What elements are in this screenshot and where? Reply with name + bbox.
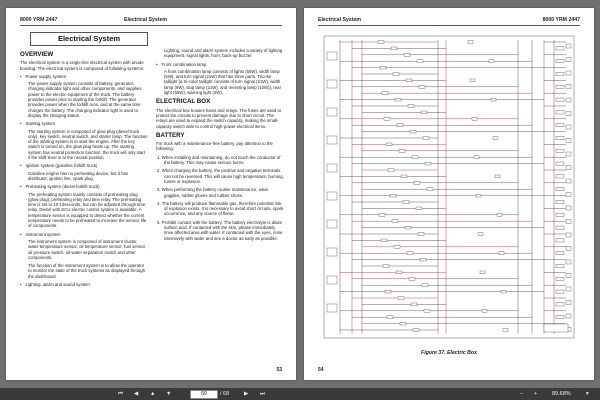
instrument-text-2: The function of the instrument system is to allow the operator to monitor the state of the truck systems as displayed through the dashboard. (28, 263, 146, 279)
page-number: 54 (318, 367, 324, 373)
battery-item-5: 5. Prohibit contact with the battery. The battery electrolyte is dilute sulfuric acid. If contacted with the skin, please immediately rinse affected area with water. If contacted with the eyes, rinse intensively with water and see a doctor as early as possible. (157, 219, 283, 241)
zoom-in-icon[interactable]: + (534, 391, 538, 397)
page-number-input[interactable]: 59 (190, 390, 218, 399)
zoom-out-icon[interactable]: − (520, 391, 524, 397)
electric-box-schematic (318, 32, 580, 342)
zoom-level: 89.68% (552, 391, 571, 397)
power-supply-text: The power supply system consists of battery, generator, charging indicator light and other components, and supplies power to the electric equipment of the truck. The battery provides power prior to starting the forklift. The generator provides power when the forklift runs, and at the same time charges the battery. The charging indicator light is used to display the charging status. (28, 81, 142, 118)
battery-item-2: 2. When charging the battery, the positive and negative terminals can not be reversed. This will cause high temperature, burning, fumes or explosion. (157, 168, 284, 184)
last-page-icon[interactable]: ⏭ (260, 391, 265, 397)
instrument-text-1: The instrument system is composed of instrument cluster, water temperature sensor, oil temperature sensor, fuel sensor, oil pressure switch, oil-water separation switch and other components. (28, 238, 146, 260)
electrical-box-heading: ELECTRICAL BOX (156, 98, 211, 106)
battery-heading: BATTERY (156, 131, 185, 139)
next-page-icon[interactable]: ▶ (244, 391, 249, 397)
starting-label: • Starting system (20, 121, 148, 126)
front-lamp-label: • Front combination lamp (156, 62, 284, 67)
page-down-icon[interactable]: ▼ (166, 391, 172, 397)
front-lamp-text: A front combination lamp consists of lights (55W), width lamp (5W), and turn signal (21W) that has three parts. Tricolor taillight (a tri-color taillight consists of turn signal (21W), width lamp (5W), stop lamp (21W), and reversing lamp (10W)), rear light (55W); warning light (2W). (164, 68, 282, 96)
figure-caption: Figure 37. Electric Box (421, 350, 477, 356)
overview-heading: OVERVIEW (20, 51, 54, 58)
battery-intro: For truck with a maintenance-free battery, pay attention to the following: (156, 141, 273, 152)
instrument-label: • Instrument system (20, 232, 148, 237)
document-page-right (304, 8, 594, 380)
overview-intro: The electrical system is a single-line electrical system with anode bonding. The electrical system is composed of following systems: (20, 60, 145, 71)
lighting-text: Lighting, sound and alarm system includes a variety of lighting equipment, signal lights, horn, back-up buzzer. (164, 48, 283, 59)
header-rule (318, 25, 580, 26)
first-page-icon[interactable]: ⏮ (118, 391, 123, 397)
doc-code: 8000 YRM 2447 (20, 17, 58, 23)
preheating-text: The preheating system mainly consists of preheating plug (glow plug), preheating relay and time relay. The preheating time is set to 10-13seconds, but can be adjusted through time relay. Diesel with ECU electric control system is available. A temperature sensor is equipped to detect whether the current temperature needs to be preheated to increase the service life of components. (28, 191, 147, 229)
page-total: / 68 (220, 391, 230, 397)
page-title: Electrical System (30, 32, 148, 46)
section-header: Electrical System (124, 17, 167, 23)
right-column (156, 48, 284, 244)
battery-item-1: 1. When installing and maintaining, do not touch the conductor of the battery. This may cause serious burns. (157, 154, 281, 166)
previous-page-icon[interactable]: ◀ (134, 391, 139, 397)
doc-code: 8000 YRM 2447 (542, 17, 580, 23)
document-page-left (6, 8, 296, 380)
header-rule (20, 25, 282, 26)
left-column (20, 48, 148, 289)
section-header: Electrical System (318, 17, 361, 23)
ignition-label: • Ignition system (gasoline forklift truck) (20, 163, 148, 168)
ignition-text: Gasoline engine has no preheating device, but it has distributor, ignition line, spark plug. (28, 170, 129, 181)
starting-text: The starting system is composed of glow plug (diesel truck only), key switch, neutral switch, and starter lamp. The function of the starting system is to start the engine. After the key switch is turned on, the glow plug heats up. The starting system has neutral protection function; the truck will only start if the shift lever is at the neutral position. (28, 128, 148, 161)
electrical-box-text: The electrical box houses fuses and relays. The fuses are used to protect the circuits to prevent damage due to short circuit. The relays are used to expand the switch capacity, making the small-capacity switch able to control high-power electrical items. (156, 107, 282, 129)
zoom-dropdown-icon[interactable]: ▾ (586, 391, 589, 397)
page-up-icon[interactable]: ▲ (150, 391, 156, 397)
preheating-label: • Preheating system (diesel forklift truck) (20, 184, 148, 189)
battery-item-3: 3. When performing the battery routine maintenance, wear goggles, rubber gloves and rubber shoes. (157, 187, 269, 198)
battery-item-4: 4. The battery will produce flammable gas, therefore potential risk of explosion exists. It is necessary to avoid short circuits, spark occurrence, and any source of flame. (157, 200, 284, 217)
power-supply-label: • Power supply system (20, 74, 148, 79)
viewer-toolbar (0, 388, 600, 400)
lighting-label: • Lighting, alarm and sound system (20, 282, 148, 287)
page-number: 53 (276, 367, 282, 373)
